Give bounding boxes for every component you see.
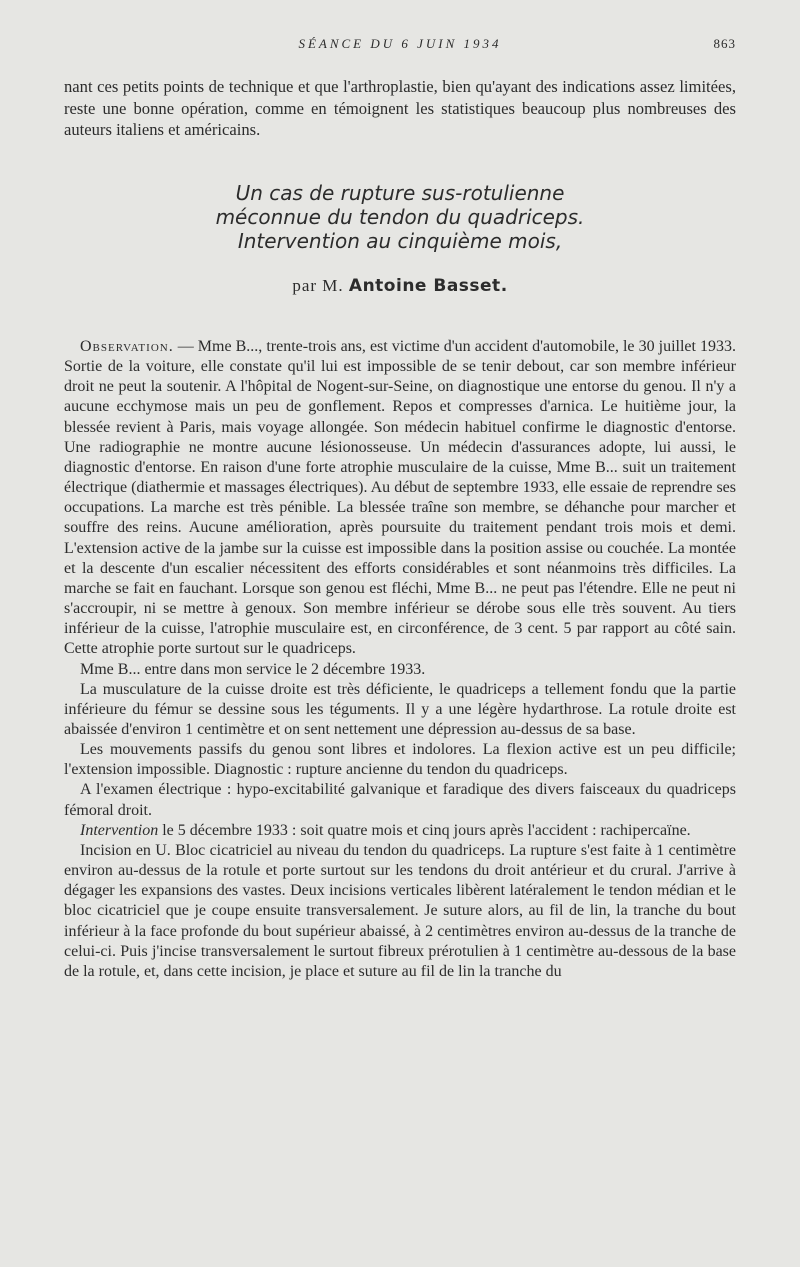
- running-title: SÉANCE DU 6 JUIN 1934: [298, 36, 502, 51]
- observation-label: Observation.: [80, 338, 174, 355]
- article-body: [64, 337, 736, 982]
- observation-paragraph: Observation. — Mme B..., trente-trois ans, est victime d'un accident d'automobile, le 30 juillet 1933. Sortie de la voiture, elle constate qu'il lui est impossible de se tenir debout, car son membre inférieur droit ne peut la soutenir. A l'hôpital de Nogent-sur-Seine, on diagnostique une entorse du genou. Il n'y a aucune ecchymose mais un peu de gonflement. Repos et compresses d'arnica. Le huitième jour, la blessée revient à Paris, mais voyage allongée. Son médecin habituel confirme le diagnostic d'entorse. Une radiographie ne montre aucune lésionosseuse. Un médecin d'assurances adopte, lui aussi, le diagnostic d'entorse. En raison d'une forte atrophie musculaire de la cuisse, Mme B... suit un traitement électrique (diathermie et massages électriques). Au début de septembre 1933, elle essaie de reprendre ses occupations. La marche est très pénible. La blessée traîne son membre, se déhanche pour marcher et souffre des reins. Aucune amélioration, après poursuite du traitement pendant trois mois et demi. L'extension active de la jambe sur la cuisse est impossible dans la position assise ou couchée. La montée et la descente d'un escalier nécessitent des efforts considérables et sont néanmoins très difficiles. La marche se fait en fauchant. Lorsque son genou est fléchi, Mme B... ne peut pas l'étendre. Elle ne peut ni s'accroupir, ni se mettre à genoux. Son membre inférieur se dérobe sous elle très souvent. Au tiers inférieur de la cuisse, l'atrophie musculaire est, en circonférence, de 3 cent. 5 par rapport au côté sain. Cette atrophie porte surtout sur le quadriceps.: [64, 338, 736, 658]
- paragraph: A l'examen électrique : hypo-excitabilité galvanique et faradique des divers faisceaux du quadriceps fémoral droit.: [64, 781, 736, 819]
- byline: [64, 275, 736, 298]
- intervention-label: Intervention: [80, 821, 159, 839]
- title-line-1: Un cas de rupture sus-rotulienne: [235, 180, 565, 205]
- paragraph: La musculature de la cuisse droite est très déficiente, le quadriceps a tellement fondu que la partie inférieure du fémur se dessine sous les téguments. Il y a une légère hydarthrose. La rotule droite est abaissée d'environ 1 centimètre et on sent nettement une dépression au-dessus de sa base.: [64, 680, 736, 738]
- intro-paragraph: nant ces petits points de technique et que l'arthroplastie, bien qu'ayant des indications assez limitées, reste une bonne opération, comme en témoignent les statistiques beaucoup plus nombreuses des auteurs italiens et américains.: [64, 77, 736, 139]
- author-name: Antoine Basset.: [348, 275, 508, 296]
- running-head: [64, 36, 736, 56]
- paragraph: Incision en U. Bloc cicatriciel au niveau du tendon du quadriceps. La rupture s'est faite à 1 centimètre environ au-dessus de la rotule et porte surtout sur les tendons du droit antérieur et du crural. J'arrive à dégager les expansions des vastes. Deux incisions verticales libèrent latéralement le tendon médian et le bloc cicatriciel que je coupe ensuite transversalement. Je suture alors, au fil de lin, la tranche du bout inférieur à la face profonde du bout supérieur abaissé, à 2 centimètres environ au-dessus de la tranche de celui-ci. Puis j'incise transversalement le surtout fibreux prérotulien à 1 centimètre au-dessous de la base de la rotule, et, dans cette incision, je place et suture au fil de lin la tranche du: [64, 841, 736, 980]
- page-number: 863: [713, 36, 736, 51]
- article-title: [64, 181, 736, 253]
- intervention-paragraph: Intervention le 5 décembre 1933 : soit quatre mois et cinq jours après l'accident : rachipercaïne.: [80, 821, 691, 839]
- paragraph: Mme B... entre dans mon service le 2 décembre 1933.: [80, 660, 426, 678]
- title-line-3: Intervention au cinquième mois,: [237, 228, 563, 253]
- byline-prefix: par M.: [292, 275, 344, 295]
- title-line-2: méconnue du tendon du quadriceps.: [215, 204, 585, 229]
- page-body: [64, 76, 736, 982]
- paragraph: Les mouvements passifs du genou sont libres et indolores. La flexion active est un peu difficile; l'extension impossible. Diagnostic : rupture ancienne du tendon du quadriceps.: [64, 741, 736, 779]
